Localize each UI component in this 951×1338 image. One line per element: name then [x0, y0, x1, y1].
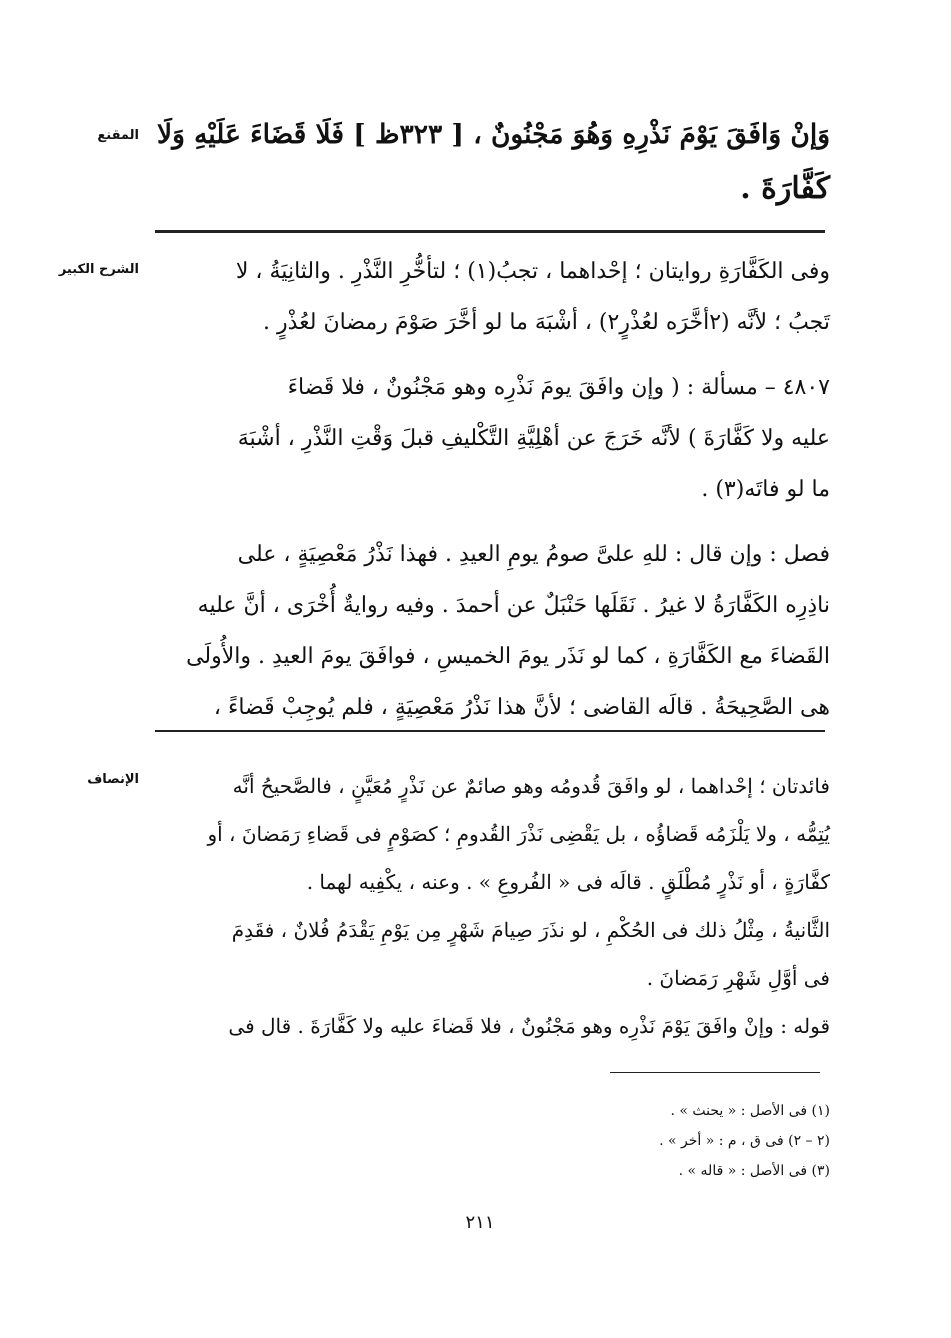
insaf-text [150, 762, 830, 1050]
sharh-line: ٤٨٠٧ – مسألة : ( وإن وافَقَ يومَ نَذْرِه وهو مَجْنُونٌ ، فلا قَضاءَ [287, 375, 830, 400]
muqni-text [150, 108, 830, 216]
footnote-separator [610, 1072, 820, 1073]
footnotes [560, 1096, 830, 1186]
insaf-line: يُتِمُّه ، ولا يَلْزَمُه قَضاؤُه ، بل يَقْضِى نَذْرَ القُدومِ ؛ كصَوْمٍ فى قَضاءِ رَمَضانَ ، أو [207, 822, 830, 846]
muqni-line: وَإنْ وَافَقَ يَوْمَ نَذْرِهِ وَهُوَ مَجْنُونٌ ، [ ٣٢٣ظ ] فَلَا قَضَاءَ عَلَيْهِ وَلَا [156, 119, 830, 150]
muqni-line: كَفَّارَةَ . [740, 171, 830, 206]
insaf-line: فائدتان ؛ إحْداهما ، لو وافَقَ قُدومُه وهو صائمٌ عن نَذْرٍ مُعَيَّنٍ ، فالصَّحيحُ أنَّه [232, 774, 830, 798]
page-number: ٢١١ [465, 1212, 495, 1233]
section-divider [155, 230, 825, 233]
section-label-muqni: المقنع [97, 128, 139, 143]
sharh-line: تَجبُ ؛ لأنَّه (٢أخَّرَه لعُذْرٍ٢) ، أشْبَهَ ما لو أخَّرَ صَوْمَ رمضانَ لعُذْرٍ . [263, 310, 830, 335]
sharh-line: فصل : وإن قال : للهِ علىَّ صومُ يومِ العيدِ . فهذا نَذْرُ مَعْصِيَةٍ ، على [237, 542, 830, 567]
insaf-line: قوله : وإنْ وافَقَ يَوْمَ نَذْرِه وهو مَجْنُونٌ ، فلا قَضاءَ عليه ولا كَفَّارَةَ . قال فى [228, 1014, 830, 1038]
sharh-line: القَضاءَ مع الكَفَّارَةِ ، كما لو نَذَر يومَ الخميسِ ، فوافَقَ يومَ العيدِ . والأُولَى [186, 644, 830, 669]
sharh-line: هى الصَّحِيحَةُ . قالَه القاضى ؛ لأنَّ هذا نَذْرُ مَعْصِيَةٍ ، فلم يُوجِبْ قَضاءً ، [213, 695, 830, 720]
footnote-item: (٢ – ٢) فى ق ، م : « أخر » . [659, 1133, 830, 1149]
footnote-item: (٣) فى الأصل : « قاله » . [678, 1163, 830, 1179]
sharh-line: ما لو فاتَه(٣) . [701, 477, 830, 502]
insaf-line: الثَّانيةُ ، مِثْلُ ذلك فى الحُكْمِ ، لو نذَرَ صِيامَ شَهْرٍ مِن يَوْمِ يَقْدَمُ فُلانٌ ، فقَدِمَ [231, 918, 830, 942]
section-divider [155, 730, 825, 732]
section-label-sharh: الشرح الكبير [58, 262, 139, 277]
sharh-text [150, 246, 830, 733]
sharh-line: عليه ولا كَفَّارَةَ ) لأنَّه خَرَجَ عن أهْلِيَّةِ التَّكْليفِ قبلَ وَقْتِ النَّذْرِ ، أشْبَهَ [237, 426, 830, 451]
footnote-item: (١) فى الأصل : « يحنث » . [670, 1103, 830, 1119]
section-label-insaf: الإنصاف [87, 772, 139, 787]
sharh-line: وفى الكَفَّارَةِ روايتان ؛ إحْداهما ، تجبُ(١) ؛ لتأخُّرِ النَّذْرِ . والثانِيَةُ ، لا [235, 259, 830, 284]
insaf-line: كفَّارَةٍ ، أو نَذْرٍ مُطْلَقٍ . قالَه فى « الفُروعِ » . وعنه ، يكْفِيه لهما . [306, 870, 830, 894]
sharh-line: ناذِرِه الكَفَّارَةُ لا غيرُ . نَقَلَها حَنْبَلٌ عن أحمدَ . وفيه روايةٌ أُخْرَى ، أنَّ عليه [197, 593, 830, 618]
insaf-line: فى أوَّلِ شَهْرِ رَمَضانَ . [646, 966, 830, 990]
